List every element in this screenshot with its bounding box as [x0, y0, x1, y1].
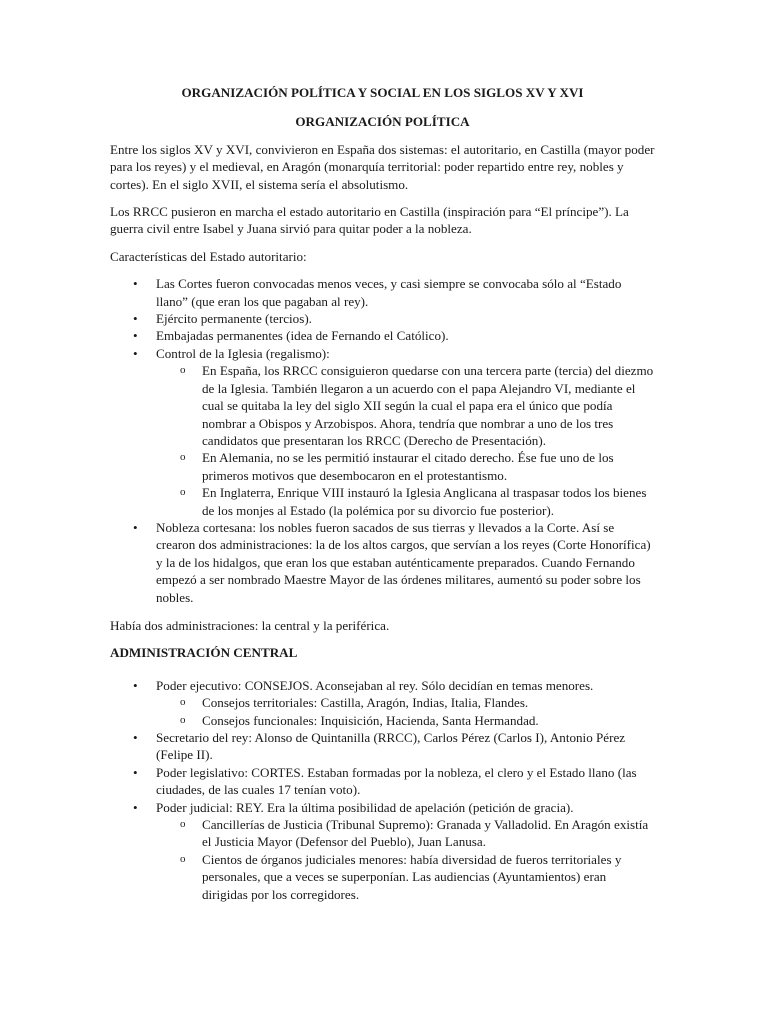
paragraph-rrcc: Los RRCC pusieron en marcha el estado autoritario en Castilla (inspiración para “El príncipe”). La guerra civil entre Isabel y Juana sirvió para quitar poder a la nobleza.: [110, 204, 629, 237]
list-item: [110, 327, 655, 344]
paragraph-intro: Entre los siglos XV y XVI, convivieron en España dos sistemas: el autoritario, en Castilla (mayor poder para los reyes) y el medieval, en Aragón (monarquía territorial: poder repartido entre rey, nobles y cortes). En el siglo XVII, el sistema sería el absolutismo.: [110, 141, 655, 192]
bullet-icon: •: [133, 328, 138, 344]
list-item-text: Secretario del rey: Alonso de Quintanilla (RRCC), Carlos Pérez (Carlos I), Antonio Pérez (Felipe II).: [156, 730, 626, 763]
circle-bullet-icon: o: [180, 364, 186, 377]
sublist-item: [156, 694, 655, 711]
paragraph-caracteristicas: Características del Estado autoritario:: [110, 248, 307, 264]
list-item: [110, 519, 655, 606]
list-item-text: Ejército permanente (tercios).: [156, 311, 312, 327]
sublist-iglesia: [156, 362, 655, 519]
document-page: [110, 84, 655, 914]
sublist-item: [156, 362, 655, 449]
sublist-item: [156, 851, 655, 903]
list-item-text: Embajadas permanentes (idea de Fernando el Católico).: [156, 328, 449, 344]
list-item-text: Control de la Iglesia (regalismo):: [156, 345, 330, 361]
bullet-icon: •: [133, 311, 138, 327]
sublist-item-text: Cancillerías de Justicia (Tribunal Supremo): Granada y Valladolid. En Aragón existía el Justicia Mayor (Defensor del Pueblo), Juan Lanusa.: [202, 817, 649, 850]
list-item: [110, 310, 655, 327]
bullet-icon: •: [133, 730, 138, 745]
list-item: [110, 677, 655, 729]
circle-bullet-icon: o: [180, 486, 186, 499]
list-item-text: Poder ejecutivo: CONSEJOS. Aconsejaban al rey. Sólo decidían en temas menores.: [156, 677, 594, 693]
circle-bullet-icon: o: [180, 713, 186, 726]
list-item: [110, 345, 655, 519]
list-caracteristicas: [110, 275, 655, 606]
sublist-item-text: En España, los RRCC consiguieron quedarse con una tercera parte (tercia) del diezmo de la Iglesia. También llegaron a un acuerdo con el papa Alejandro VI, mediante el cual se quitaba la ley del siglo XII según la cual el papa era el único que podía nombrar a Obispos y Arzobispos. Ahora, tendría que nombrar a uno de los tres candidatos que presentaran los RRCC (Derecho de Presentación).: [202, 363, 654, 448]
circle-bullet-icon: o: [180, 451, 186, 464]
bullet-icon: •: [133, 764, 138, 780]
sublist-item: [156, 712, 655, 729]
circle-bullet-icon: o: [180, 852, 186, 865]
list-item-text: Las Cortes fueron convocadas menos veces, y casi siempre se convocaba sólo al “Estado llano” (que eran los que pagaban al rey).: [156, 276, 622, 309]
list-item: [110, 729, 655, 764]
sublist-item: [156, 484, 655, 519]
circle-bullet-icon: o: [180, 818, 186, 831]
sublist-item-text: En Alemania, no se les permitió instaurar el citado derecho. Ése fue uno de los primeros motivos que desembocaron en el protestantismo.: [202, 450, 614, 483]
sublist-judicial: [156, 816, 655, 903]
list-item: [110, 275, 655, 310]
sublist-item: [156, 816, 655, 851]
list-item-text: Poder legislativo: CORTES. Estaban formadas por la nobleza, el clero y el Estado llano (las ciudades, de las cuales 17 tenían voto).: [156, 764, 637, 798]
section-heading-administracion-central: ADMINISTRACIÓN CENTRAL: [110, 645, 298, 661]
document-title: ORGANIZACIÓN POLÍTICA Y SOCIAL EN LOS SIGLOS XV Y XVI: [181, 85, 584, 100]
list-item-text: Poder judicial: REY. Era la última posibilidad de apelación (petición de gracia).: [156, 799, 574, 815]
paragraph-administraciones: Había dos administraciones: la central y la periférica.: [110, 617, 390, 633]
bullet-icon: •: [133, 799, 138, 815]
sublist-item-text: Consejos funcionales: Inquisición, Hacienda, Santa Hermandad.: [202, 712, 539, 728]
list-item: [110, 799, 655, 903]
list-administracion-central: [110, 677, 655, 903]
list-item: [110, 764, 655, 799]
bullet-icon: •: [133, 276, 138, 292]
bullet-icon: •: [133, 519, 138, 535]
section-heading-organizacion-politica: ORGANIZACIÓN POLÍTICA: [295, 114, 470, 130]
sublist-item-text: En Inglaterra, Enrique VIII instauró la Iglesia Anglicana al traspasar todos los bienes de los monjes al Estado (la polémica por su divorcio fue posterior).: [202, 485, 647, 518]
circle-bullet-icon: o: [180, 696, 186, 709]
sublist-consejos: [156, 694, 655, 729]
sublist-item: [156, 449, 655, 484]
bullet-icon: •: [133, 345, 138, 361]
bullet-icon: •: [133, 677, 138, 693]
sublist-item-text: Cientos de órganos judiciales menores: había diversidad de fueros territoriales y personales, que a veces se superponían. Las audiencias (Ayuntamientos) eran dirigidas por los corregidores.: [202, 851, 622, 902]
list-item-text: Nobleza cortesana: los nobles fueron sacados de sus tierras y llevados a la Corte. Así se crearon dos administraciones: la de los altos cargos, que servían a los reyes (Corte Honorífica) y la de los hidalgos, que eran los que estaban auténticamente preparados. Cuando Fernando empezó a ser nombrado Maestre Mayor de las órdenes militares, aumentó su poder sobre los nobles.: [156, 519, 651, 605]
sublist-item-text: Consejos territoriales: Castilla, Aragón, Indias, Italia, Flandes.: [202, 695, 529, 711]
